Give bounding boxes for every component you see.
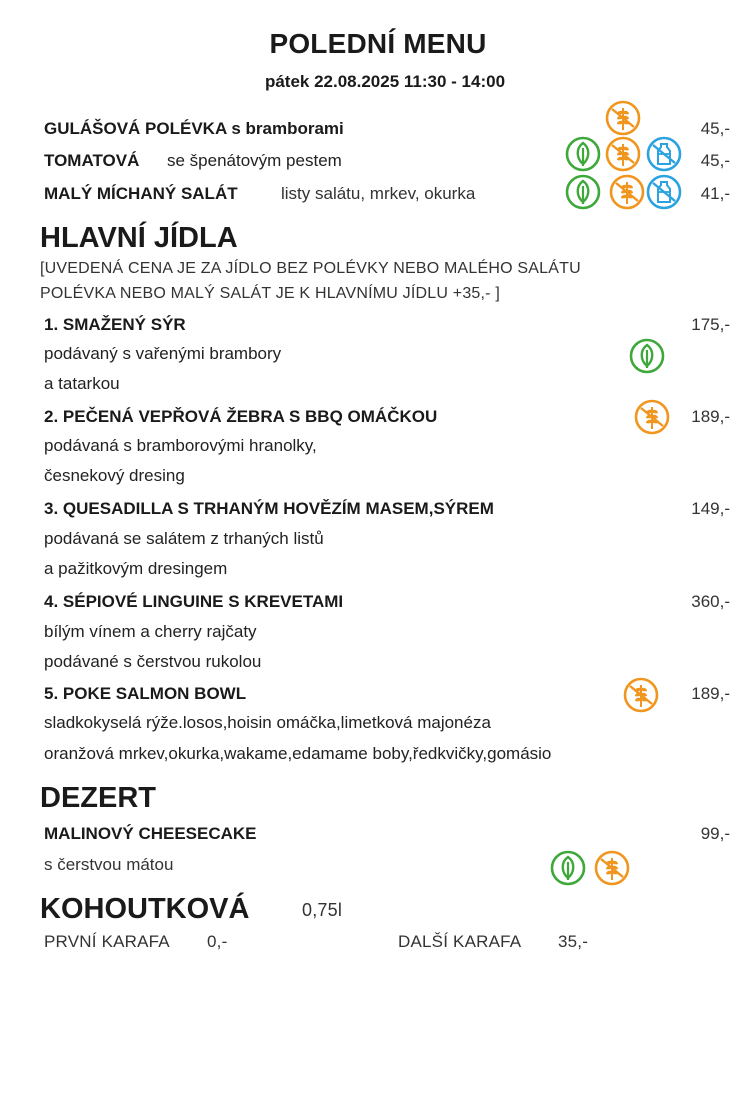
main-heading: HLAVNÍ JÍDLA	[40, 222, 238, 254]
dish-2-name: 2. PEČENÁ VEPŘOVÁ ŽEBRA S BBQ OMÁČKOU	[44, 407, 438, 426]
dish-4-desc1: bílým vínem a cherry rajčaty	[44, 622, 257, 641]
soup-3-price: 41,-	[700, 184, 730, 203]
next-carafe-label: DALŠÍ KARAFA	[398, 932, 522, 951]
dessert-price: 99,-	[700, 824, 730, 843]
first-carafe-price: 0,-	[207, 932, 228, 951]
gluten-icon	[609, 174, 645, 210]
soup-2-desc: se špenátovým pestem	[167, 151, 342, 170]
soup-3-name: MALÝ MÍCHANÝ SALÁT	[44, 184, 238, 203]
vegetarian-icon	[550, 850, 586, 886]
dish-3-name: 3. QUESADILLA S TRHANÝM HOVĚZÍM MASEM,SÝREM	[44, 499, 494, 518]
first-carafe-label: PRVNÍ KARAFA	[44, 932, 170, 951]
dish-1-name: 1. SMAŽENÝ SÝR	[44, 315, 186, 334]
dish-4-price: 360,-	[691, 592, 730, 611]
main-note-line2: POLÉVKA NEBO MALÝ SALÁT JE K HLAVNÍMU JÍDLU +35,- ]	[40, 285, 500, 302]
dish-5-price: 189,-	[691, 684, 730, 703]
water-heading: KOHOUTKOVÁ	[40, 893, 250, 925]
dish-5-desc1: sladkokyselá rýže.losos,hoisin omáčka,limetková majonéza	[44, 713, 491, 732]
dish-2-price: 189,-	[691, 407, 730, 426]
date-time: pátek 22.08.2025 11:30 - 14:00	[264, 72, 506, 91]
lactose-icon	[646, 136, 682, 172]
dish-3-desc2: a pažitkovým dresingem	[44, 559, 228, 578]
soup-3-desc: listy salátu, mrkev, okurka	[281, 184, 476, 203]
vegetarian-icon	[565, 174, 601, 210]
soup-1-price: 45,-	[700, 119, 730, 138]
soup-2-name: TOMATOVÁ	[44, 151, 140, 170]
gluten-icon	[605, 100, 641, 136]
dessert-desc: s čerstvou mátou	[44, 855, 174, 874]
dish-5-desc2: oranžová mrkev,okurka,wakame,edamame boby,ředkvičky,gomásio	[44, 744, 552, 763]
gluten-icon	[623, 677, 659, 713]
dish-3-price: 149,-	[691, 499, 730, 518]
water-volume: 0,75l	[302, 900, 343, 920]
dessert-name: MALINOVÝ CHEESECAKE	[44, 824, 257, 843]
dish-1-desc2: a tatarkou	[44, 374, 120, 393]
gluten-icon	[634, 399, 670, 435]
dish-4-name: 4. SÉPIOVÉ LINGUINE S KREVETAMI	[44, 592, 344, 611]
lactose-icon	[646, 174, 682, 210]
dish-5-name: 5. POKE SALMON BOWL	[44, 684, 247, 703]
dessert-heading: DEZERT	[40, 782, 156, 814]
soup-1-name: GULÁŠOVÁ POLÉVKA s bramborami	[44, 119, 344, 138]
dish-3-desc1: podávaná se salátem z trhaných listů	[44, 529, 324, 548]
gluten-icon	[605, 136, 641, 172]
next-carafe-price: 35,-	[558, 932, 589, 951]
vegetarian-icon	[629, 338, 665, 374]
page-title: POLEDNÍ MENU	[269, 28, 487, 59]
dish-4-desc2: podávané s čerstvou rukolou	[44, 652, 262, 671]
dish-1-price: 175,-	[691, 315, 730, 334]
dish-2-desc2: česnekový dresing	[44, 466, 185, 485]
dish-2-desc1: podávaná s bramborovými hranolky,	[44, 436, 317, 455]
dish-1-desc1: podávaný s vařenými brambory	[44, 344, 282, 363]
gluten-icon	[594, 850, 630, 886]
vegetarian-icon	[565, 136, 601, 172]
main-note-line1: [UVEDENÁ CENA JE ZA JÍDLO BEZ POLÉVKY NEBO MALÉHO SALÁTU	[40, 260, 581, 277]
soup-2-price: 45,-	[700, 151, 730, 170]
